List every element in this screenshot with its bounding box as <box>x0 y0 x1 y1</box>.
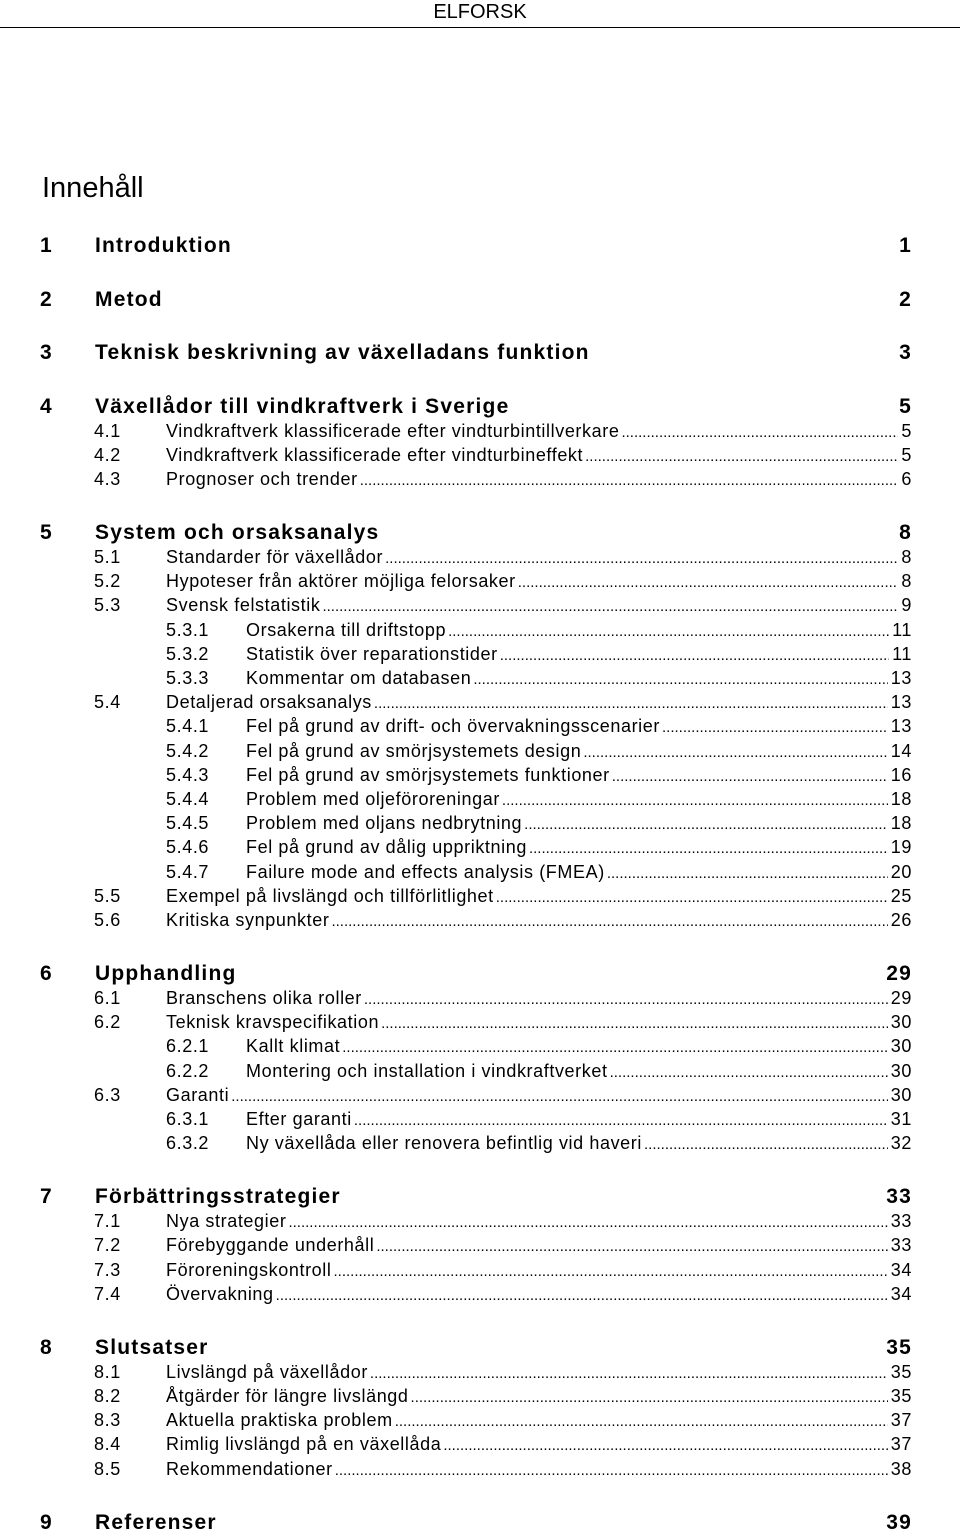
toc-entry-number: 8.2 <box>94 1385 121 1406</box>
dot-leader <box>610 1065 888 1080</box>
toc-entry-number: 5.5 <box>94 885 121 906</box>
toc-entry-page: 1 <box>899 234 912 257</box>
toc-section[interactable] <box>0 1211 960 1235</box>
toc-entry-page: 2 <box>899 287 912 311</box>
toc-entry-line <box>246 813 912 834</box>
toc-entry-number: 7.1 <box>94 1211 121 1232</box>
toc-entry-title: Referenser <box>95 1510 217 1534</box>
toc-section[interactable] <box>0 988 960 1012</box>
toc-entry-title: Kallt klimat <box>246 1036 341 1057</box>
toc-entry-title: Detaljerad orsaksanalys <box>166 692 372 713</box>
toc-entry-number: 2 <box>40 287 53 311</box>
toc-entry-page: 30 <box>890 1036 912 1057</box>
toc-entry-number: 5.4.6 <box>166 837 210 858</box>
toc-entry-title: Förebyggande underhåll <box>166 1235 375 1256</box>
toc-entry-title: Montering och installation i vindkraftverket <box>246 1060 608 1081</box>
toc-entry-title: Förbättringsstrategier <box>95 1185 341 1209</box>
toc-entry-page: 8 <box>901 546 912 567</box>
toc-entry-line <box>166 1362 912 1383</box>
toc-entry-title: Fel på grund av drift- och övervakningsscenarier <box>246 716 660 737</box>
toc-chapter[interactable] <box>0 1185 960 1213</box>
toc-entry-page: 33 <box>886 1185 912 1209</box>
toc-entry-title: Svensk felstatistik <box>166 595 321 616</box>
toc-entry-number: 4.2 <box>94 444 121 465</box>
toc-entry-page: 37 <box>890 1410 912 1431</box>
toc-entry-number: 9 <box>40 1510 53 1534</box>
toc-entry-page: 29 <box>890 987 912 1008</box>
toc-entry-page: 34 <box>890 1283 912 1304</box>
toc-entry-page: 32 <box>890 1133 912 1154</box>
toc-section[interactable] <box>0 421 960 445</box>
toc-entry-page: 5 <box>901 444 912 465</box>
toc-section[interactable] <box>0 1386 960 1410</box>
dot-leader <box>354 1113 888 1128</box>
toc-chapter[interactable] <box>0 521 960 549</box>
dot-leader <box>607 866 888 881</box>
dot-leader <box>288 1215 887 1230</box>
toc-entry-line <box>166 910 912 931</box>
dot-leader <box>331 914 887 929</box>
toc-entry-page: 13 <box>890 692 912 713</box>
toc-entry-number: 6.2.1 <box>166 1036 210 1057</box>
toc-entry-number: 4 <box>40 394 53 418</box>
toc-section[interactable] <box>0 1459 960 1483</box>
toc-entry-page: 18 <box>890 813 912 834</box>
toc-subsection[interactable] <box>0 1109 960 1133</box>
dot-leader <box>583 745 887 760</box>
toc-entry-page: 30 <box>890 1060 912 1081</box>
toc-entry-number: 5.4.7 <box>166 861 210 882</box>
toc-title: Innehåll <box>42 172 144 204</box>
toc-entry-title: Teknisk beskrivning av växelladans funktion <box>95 341 590 364</box>
toc-entry-page: 26 <box>890 909 912 930</box>
toc-entry-number: 3 <box>40 341 53 364</box>
toc-entry-line <box>166 547 912 568</box>
toc-entry-number: 6 <box>40 961 53 985</box>
dot-leader <box>644 1137 888 1152</box>
toc-entry-line <box>166 886 912 907</box>
toc-entry-line <box>166 469 912 490</box>
toc-entry-title: Failure mode and effects analysis (FMEA) <box>246 861 605 882</box>
toc-entry-page: 39 <box>886 1510 912 1534</box>
toc-entry-number: 5.3.3 <box>166 667 210 688</box>
toc-entry-line <box>246 716 912 737</box>
toc-entry-title: Teknisk kravspecifikation <box>166 1012 380 1033</box>
toc-entry-number: 1 <box>40 234 53 257</box>
toc-entry-line <box>246 1133 912 1154</box>
toc-entry-number: 5.4.4 <box>166 788 210 809</box>
toc-entry-number: 8.5 <box>94 1458 121 1479</box>
dot-leader <box>395 1414 888 1429</box>
toc-subsection[interactable] <box>0 862 960 886</box>
toc-entry-line <box>246 620 912 641</box>
toc-entry-title: Introduktion <box>95 234 232 257</box>
dot-leader <box>333 1264 887 1279</box>
toc-entry-title: Problem med oljans nedbrytning <box>246 813 523 834</box>
toc-entry-line <box>166 988 912 1009</box>
toc-entry-line <box>166 1284 912 1305</box>
toc-subsection[interactable] <box>0 668 960 692</box>
dot-leader <box>364 992 888 1007</box>
toc-section[interactable] <box>0 445 960 469</box>
toc-section[interactable] <box>0 1235 960 1259</box>
toc-entry-number: 6.3 <box>94 1084 121 1105</box>
toc-entry-number: 7.3 <box>94 1259 121 1280</box>
toc-entry-page: 13 <box>890 667 912 688</box>
toc-chapter[interactable] <box>0 1336 960 1364</box>
toc-chapter[interactable] <box>0 1511 960 1539</box>
toc-entry-number: 8.1 <box>94 1361 121 1382</box>
toc-entry-number: 5 <box>40 520 53 544</box>
toc-entry-title: Kritiska synpunkter <box>166 909 330 930</box>
dot-leader <box>385 551 898 566</box>
toc-entry-line <box>246 765 912 786</box>
toc-chapter[interactable] <box>0 341 960 369</box>
header-rule <box>0 27 960 28</box>
toc-entry-number: 5.4.2 <box>166 740 210 761</box>
toc-entry-line <box>166 595 912 616</box>
toc-entry-title: Rimlig livslängd på en växellåda <box>166 1434 442 1455</box>
toc-entry-number: 5.4.1 <box>166 716 210 737</box>
toc-section[interactable] <box>0 1085 960 1109</box>
toc-entry-page: 34 <box>890 1259 912 1280</box>
toc-section[interactable] <box>0 595 960 619</box>
toc-entry-title: Exempel på livslängd och tillförlitlighet <box>166 885 494 906</box>
toc-entry-number: 8 <box>40 1335 53 1359</box>
dot-leader <box>322 599 898 614</box>
toc-subsection[interactable] <box>0 741 960 765</box>
toc-entry-title: Livslängd på växellådor <box>166 1361 368 1382</box>
toc-entry-page: 19 <box>890 837 912 858</box>
toc-section[interactable] <box>0 1284 960 1308</box>
toc-entry-number: 6.2 <box>94 1012 121 1033</box>
toc-entry-page: 14 <box>890 740 912 761</box>
dot-leader <box>381 1016 888 1031</box>
toc-entry-number: 6.2.2 <box>166 1060 210 1081</box>
toc-entry-title: Växellådor till vindkraftverk i Sverige <box>95 394 510 418</box>
dot-leader <box>374 696 888 711</box>
dot-leader <box>276 1288 888 1303</box>
toc-entry-title: Fel på grund av smörjsystemets funktioner <box>246 764 610 785</box>
toc-entry-line <box>246 862 912 883</box>
toc-entry-line <box>166 692 912 713</box>
toc-entry-title: Fel på grund av smörjsystemets design <box>246 740 582 761</box>
toc-entry-page: 31 <box>890 1108 912 1129</box>
toc-chapter[interactable] <box>0 234 960 262</box>
toc-entry-line <box>246 1061 912 1082</box>
toc-entry-number: 6.3.2 <box>166 1133 210 1154</box>
toc-entry-number: 7.4 <box>94 1283 121 1304</box>
toc-subsection[interactable] <box>0 765 960 789</box>
toc-entry-page: 35 <box>890 1385 912 1406</box>
toc-entry-page: 29 <box>886 961 912 985</box>
dot-leader <box>502 793 888 808</box>
toc-entry-line <box>166 1459 912 1480</box>
toc-entry-number: 5.4.5 <box>166 813 210 834</box>
toc-entry-line <box>166 445 912 466</box>
toc-entry-page: 30 <box>890 1084 912 1105</box>
toc-entry-page: 30 <box>890 1012 912 1033</box>
toc-entry-page: 9 <box>901 595 912 616</box>
toc-entry-title: Problem med oljeföroreningar <box>246 788 500 809</box>
toc-entry-number: 8.3 <box>94 1410 121 1431</box>
toc-subsection[interactable] <box>0 1061 960 1085</box>
toc-entry-number: 5.3 <box>94 595 121 616</box>
toc-entry-page: 33 <box>890 1235 912 1256</box>
toc-entry-title: Aktuella praktiska problem <box>166 1410 393 1431</box>
toc-entry-page: 13 <box>890 716 912 737</box>
toc-entry-number: 7.2 <box>94 1235 121 1256</box>
toc-entry-title: Orsakerna till driftstopp <box>246 619 447 640</box>
toc-entry-line <box>166 1012 912 1033</box>
toc-subsection[interactable] <box>0 620 960 644</box>
toc-subsection[interactable] <box>0 837 960 861</box>
toc-entry-line <box>166 1211 912 1232</box>
toc-section[interactable] <box>0 1260 960 1284</box>
toc-entry-title: Åtgärder för längre livslängd <box>166 1385 409 1406</box>
dot-leader <box>473 672 887 687</box>
toc-entry-number: 8.4 <box>94 1434 121 1455</box>
toc-entry-title: Föroreningskontroll <box>166 1259 332 1280</box>
toc-entry-title: Garanti <box>166 1084 230 1105</box>
toc-chapter[interactable] <box>0 288 960 316</box>
toc-entry-page: 33 <box>890 1211 912 1232</box>
toc-section[interactable] <box>0 692 960 716</box>
toc-section[interactable] <box>0 1012 960 1036</box>
dot-leader <box>585 449 898 464</box>
dot-leader <box>335 1463 888 1478</box>
toc-entry-title: Statistik över reparationstider <box>246 643 498 664</box>
toc-entry-number: 5.1 <box>94 546 121 567</box>
toc-entry-title: Vindkraftverk klassificerade efter vindturbineffekt <box>166 444 584 465</box>
toc-entry-page: 8 <box>901 571 912 592</box>
toc-entry-number: 6.3.1 <box>166 1108 210 1129</box>
toc-entry-title: Ny växellåda eller renovera befintlig vid haveri <box>246 1133 642 1154</box>
toc-section[interactable] <box>0 1410 960 1434</box>
dot-leader <box>500 648 889 663</box>
dot-leader <box>376 1239 887 1254</box>
toc-entry-page: 20 <box>890 861 912 882</box>
dot-leader <box>621 425 898 440</box>
toc-chapter[interactable] <box>0 962 960 990</box>
toc-subsection[interactable] <box>0 716 960 740</box>
toc-entry-title: Nya strategier <box>166 1211 287 1232</box>
toc-entry-line <box>166 1410 912 1431</box>
dot-leader <box>411 1390 888 1405</box>
toc-entry-title: Prognoser och trender <box>166 468 358 489</box>
dot-leader <box>360 473 899 488</box>
dot-leader <box>518 575 899 590</box>
toc-entry-page: 5 <box>901 420 912 441</box>
toc-entry-line <box>246 1036 912 1057</box>
toc-entry-line <box>166 1386 912 1407</box>
toc-subsection[interactable] <box>0 789 960 813</box>
toc-entry-page: 5 <box>899 394 912 418</box>
toc-entry-title: Upphandling <box>95 961 237 985</box>
toc-subsection[interactable] <box>0 1133 960 1157</box>
toc-entry-page: 8 <box>899 520 912 544</box>
toc-entry-line <box>246 668 912 689</box>
dot-leader <box>496 890 888 905</box>
toc-entry-line <box>166 571 912 592</box>
toc-section[interactable] <box>0 1362 960 1386</box>
toc-entry-page: 11 <box>892 619 912 640</box>
toc-entry-line <box>246 741 912 762</box>
toc-section[interactable] <box>0 886 960 910</box>
dot-leader <box>529 841 888 856</box>
toc-entry-page: 37 <box>890 1434 912 1455</box>
toc-entry-title: Standarder för växellådor <box>166 546 384 567</box>
toc-entry-title: Övervakning <box>166 1283 274 1304</box>
toc-section[interactable] <box>0 571 960 595</box>
toc-entry-line <box>166 1085 912 1106</box>
toc-entry-page: 35 <box>886 1335 912 1359</box>
toc-entry-page: 35 <box>890 1361 912 1382</box>
toc-section[interactable] <box>0 1434 960 1458</box>
toc-entry-line <box>166 1235 912 1256</box>
dot-leader <box>612 769 888 784</box>
dot-leader <box>662 720 888 735</box>
toc-entry-title: System och orsaksanalys <box>95 520 380 544</box>
toc-entry-title: Vindkraftverk klassificerade efter vindturbintillverkare <box>166 420 620 441</box>
toc-entry-number: 7 <box>40 1185 53 1209</box>
toc-entry-title: Efter garanti <box>246 1108 352 1129</box>
running-header: ELFORSK <box>433 1 527 23</box>
toc-entry-page: 11 <box>892 643 912 664</box>
toc-entry-number: 6.1 <box>94 987 121 1008</box>
toc-entry-title: Metod <box>95 287 163 311</box>
toc-entry-number: 5.2 <box>94 571 121 592</box>
toc-entry-number: 4.3 <box>94 468 121 489</box>
toc-entry-number: 5.4.3 <box>166 764 210 785</box>
toc-entry-line <box>166 421 912 442</box>
toc-entry-line <box>246 644 912 665</box>
toc-entry-number: 5.3.2 <box>166 643 210 664</box>
toc-chapter[interactable] <box>0 395 960 423</box>
dot-leader <box>524 817 888 832</box>
dot-leader <box>231 1089 888 1104</box>
dot-leader <box>342 1040 888 1055</box>
toc-entry-number: 4.1 <box>94 420 121 441</box>
toc-entry-page: 38 <box>890 1458 912 1479</box>
toc-entry-page: 3 <box>899 341 912 364</box>
toc-entry-number: 5.3.1 <box>166 619 210 640</box>
toc-subsection[interactable] <box>0 1036 960 1060</box>
toc-entry-title: Hypoteser från aktörer möjliga felorsaker <box>166 571 516 592</box>
toc-entry-title: Slutsatser <box>95 1335 209 1359</box>
toc-entry-number: 5.4 <box>94 692 121 713</box>
toc-entry-line <box>166 1434 912 1455</box>
toc-section[interactable] <box>0 547 960 571</box>
toc-subsection[interactable] <box>0 644 960 668</box>
toc-section[interactable] <box>0 469 960 493</box>
toc-entry-line <box>246 1109 912 1130</box>
toc-entry-title: Kommentar om databasen <box>246 667 472 688</box>
toc-entry-page: 16 <box>890 764 912 785</box>
toc-entry-title: Fel på grund av dålig uppriktning <box>246 837 527 858</box>
toc-entry-line <box>166 1260 912 1281</box>
toc-entry-line <box>246 837 912 858</box>
toc-entry-title: Rekommendationer <box>166 1458 333 1479</box>
dot-leader <box>443 1438 887 1453</box>
toc-entry-page: 18 <box>890 788 912 809</box>
dot-leader <box>448 624 889 639</box>
dot-leader <box>370 1366 888 1381</box>
toc-entry-line <box>246 789 912 810</box>
toc-entry-number: 5.6 <box>94 909 121 930</box>
toc-entry-page: 25 <box>890 885 912 906</box>
toc-entry-page: 6 <box>901 468 912 489</box>
toc-subsection[interactable] <box>0 813 960 837</box>
toc-section[interactable] <box>0 910 960 934</box>
toc-entry-title: Branschens olika roller <box>166 987 362 1008</box>
